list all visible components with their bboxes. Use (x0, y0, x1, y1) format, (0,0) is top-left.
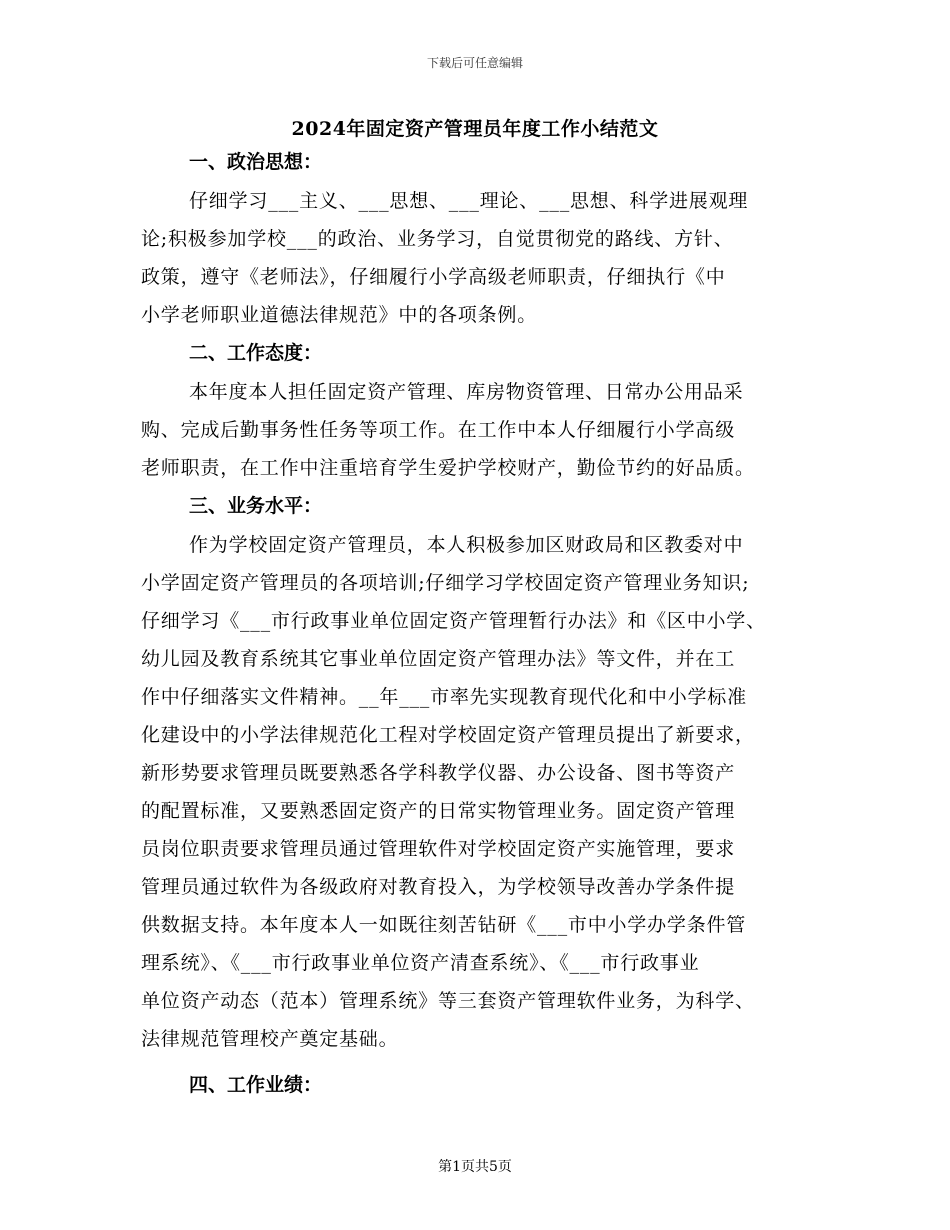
document-title: 2024年固定资产管理员年度工作小结范文 (291, 118, 659, 140)
page-number: 第1页共5页 (438, 1159, 512, 1175)
section-heading: 三、业务水平： (189, 495, 323, 517)
section-political (141, 143, 821, 334)
paragraph-line: 的配置标准，又要熟悉固定资产的日常实物管理业务。固定资产管理 (141, 800, 736, 822)
paragraph-line: 小学老师职业道德法律规范》中的各项条例。 (141, 304, 538, 326)
paragraph-line: 政策，遵守《老师法》，仔细履行小学高级老师职责，仔细执行《中 (141, 266, 726, 288)
paragraph-line: 仔细学习《___市行政事业单位固定资产管理暂行办法》和《区中小学、 (141, 610, 766, 632)
paragraph-line: 论;积极参加学校___的政治、业务学习，自觉贯彻党的路线、方针、 (141, 228, 734, 250)
paragraph-line: 法律规范管理校产奠定基础。 (141, 1028, 399, 1050)
paragraph-line: 作为学校固定资产管理员，本人积极参加区财政局和区教委对中 (189, 534, 744, 556)
section-heading: 一、政治思想： (189, 151, 323, 173)
paragraph-line: 管理员通过软件为各级政府对教育投入，为学校领导改善办学条件提 (141, 876, 736, 898)
paragraph-line: 本年度本人担任固定资产管理、库房物资管理、日常办公用品采 (189, 381, 744, 403)
paragraph-line: 作中仔细落实文件精神。__年___市率先实现教育现代化和中小学标准 (141, 686, 747, 708)
section-attitude (141, 334, 821, 487)
paragraph-line: 购、完成后勤事务性任务等项工作。在工作中本人仔细履行小学高级 (141, 419, 736, 441)
paragraph-line: 员岗位职责要求管理员通过管理软件对学校固定资产实施管理，要求 (141, 838, 736, 860)
paragraph-line: 新形势要求管理员既要熟悉各学科教学仪器、办公设备、图书等资产 (141, 762, 736, 784)
header-note: 下载后可任意编辑 (426, 56, 523, 70)
paragraph-line: 理系统》、《___市行政事业单位资产清查系统》、《___市行政事业 (141, 952, 700, 974)
section-heading: 四、工作业绩： (189, 1074, 323, 1096)
paragraph-line: 小学固定资产管理员的各项培训;仔细学习学校固定资产管理业务知识; (141, 572, 750, 594)
document-body (141, 143, 821, 1105)
paragraph-line: 供数据支持。本年度本人一如既往刻苦钻研《___市中小学办学条件管 (141, 914, 747, 936)
paragraph-line: 老师职责，在工作中注重培育学生爱护学校财产，勤俭节约的好品质。 (141, 457, 755, 479)
section-achievements (141, 1066, 821, 1105)
paragraph-line: 单位资产动态（范本）管理系统》等三套资产管理软件业务，为科学、 (141, 990, 755, 1012)
section-business (141, 487, 821, 1058)
paragraph-line: 幼儿园及教育系统其它事业单位固定资产管理办法》等文件，并在工 (141, 648, 736, 670)
section-heading: 二、工作态度： (189, 342, 323, 364)
paragraph-line: 仔细学习___主义、___思想、___理论、___思想、科学进展观理 (189, 190, 749, 212)
paragraph-line: 化建设中的小学法律规范化工程对学校固定资产管理员提出了新要求， (141, 724, 755, 746)
